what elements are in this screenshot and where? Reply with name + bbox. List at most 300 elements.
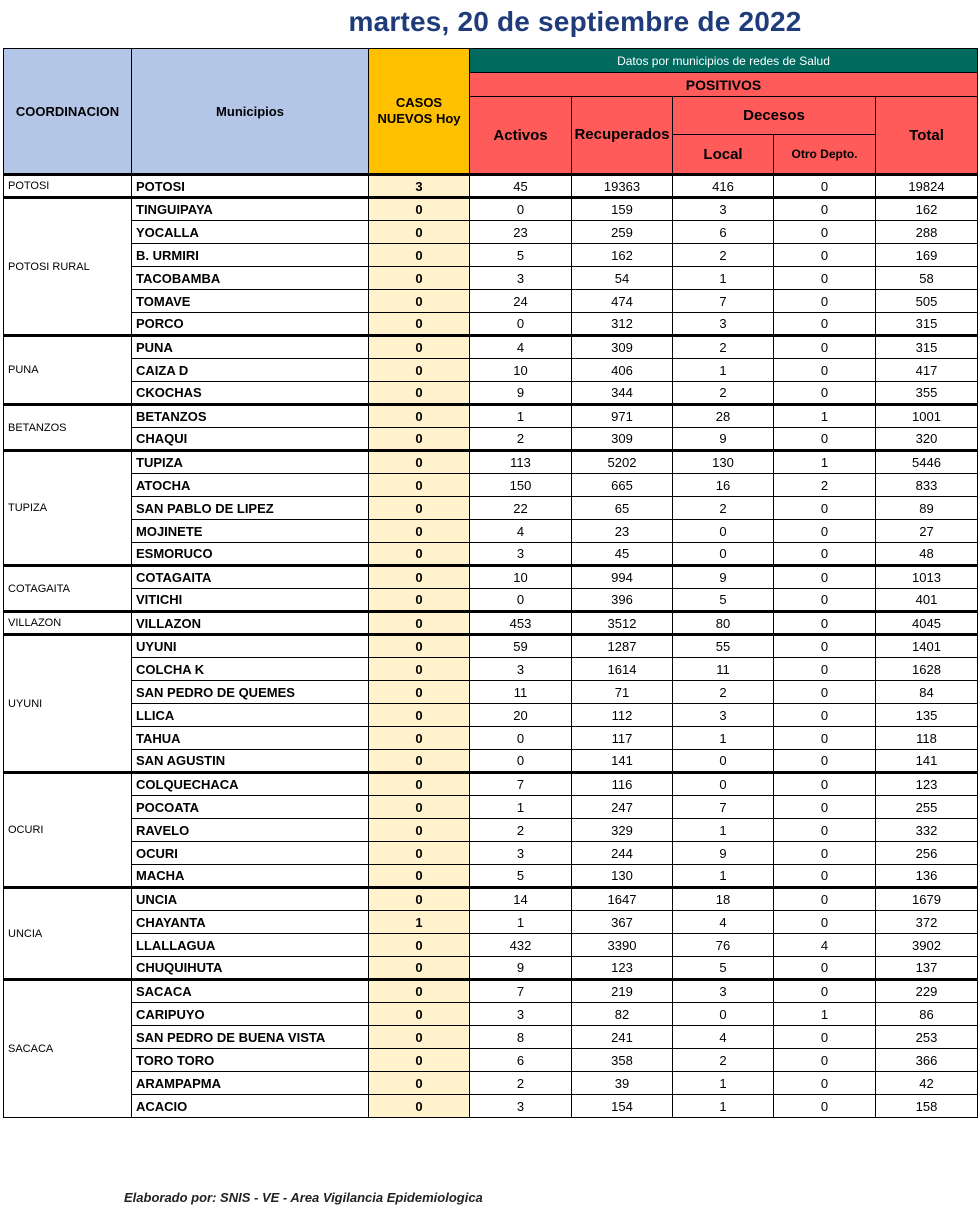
municipio-cell: LLALLAGUA <box>132 934 369 957</box>
decesos-local-cell: 2 <box>673 1049 774 1072</box>
recuperados-cell: 1614 <box>572 658 673 681</box>
total-cell: 86 <box>876 1003 978 1026</box>
recuperados-cell: 39 <box>572 1072 673 1095</box>
municipio-cell: BETANZOS <box>132 405 369 428</box>
municipio-cell: MACHA <box>132 865 369 888</box>
decesos-local-cell: 1 <box>673 1072 774 1095</box>
decesos-local-cell: 0 <box>673 1003 774 1026</box>
total-cell: 89 <box>876 497 978 520</box>
activos-cell: 0 <box>470 589 572 612</box>
covid-municipios-table <box>3 48 978 1118</box>
casos-nuevos-cell: 0 <box>369 1003 470 1026</box>
municipio-cell: TINGUIPAYA <box>132 198 369 221</box>
decesos-local-cell: 28 <box>673 405 774 428</box>
total-cell: 1013 <box>876 566 978 589</box>
table-row <box>4 474 978 497</box>
casos-nuevos-cell: 0 <box>369 865 470 888</box>
recuperados-cell: 329 <box>572 819 673 842</box>
casos-nuevos-cell: 0 <box>369 934 470 957</box>
coordinacion-cell: OCURI <box>4 773 132 888</box>
table-row <box>4 704 978 727</box>
decesos-local-cell: 5 <box>673 957 774 980</box>
decesos-local-cell: 1 <box>673 865 774 888</box>
decesos-local-cell: 2 <box>673 497 774 520</box>
recuperados-cell: 159 <box>572 198 673 221</box>
coordinacion-cell: SACACA <box>4 980 132 1118</box>
casos-nuevos-cell: 0 <box>369 451 470 474</box>
total-cell: 1401 <box>876 635 978 658</box>
decesos-local-cell: 3 <box>673 198 774 221</box>
decesos-otro-cell: 0 <box>774 244 876 267</box>
table-row <box>4 359 978 382</box>
header-activos: Activos <box>470 97 572 175</box>
recuperados-cell: 65 <box>572 497 673 520</box>
coordinacion-cell: PUNA <box>4 336 132 405</box>
municipio-cell: TACOBAMBA <box>132 267 369 290</box>
total-cell: 332 <box>876 819 978 842</box>
casos-nuevos-cell: 0 <box>369 980 470 1003</box>
recuperados-cell: 154 <box>572 1095 673 1118</box>
activos-cell: 113 <box>470 451 572 474</box>
total-cell: 136 <box>876 865 978 888</box>
decesos-otro-cell: 0 <box>774 635 876 658</box>
coordinacion-cell: UNCIA <box>4 888 132 980</box>
decesos-otro-cell: 1 <box>774 405 876 428</box>
decesos-otro-cell: 0 <box>774 681 876 704</box>
decesos-otro-cell: 1 <box>774 1003 876 1026</box>
decesos-otro-cell: 0 <box>774 313 876 336</box>
decesos-otro-cell: 0 <box>774 566 876 589</box>
decesos-local-cell: 0 <box>673 750 774 773</box>
recuperados-cell: 312 <box>572 313 673 336</box>
header-local: Local <box>673 135 774 175</box>
table-row <box>4 520 978 543</box>
activos-cell: 8 <box>470 1026 572 1049</box>
table-row <box>4 888 978 911</box>
activos-cell: 0 <box>470 727 572 750</box>
table-row <box>4 819 978 842</box>
decesos-local-cell: 9 <box>673 428 774 451</box>
decesos-otro-cell: 0 <box>774 911 876 934</box>
municipio-cell: CARIPUYO <box>132 1003 369 1026</box>
decesos-local-cell: 6 <box>673 221 774 244</box>
casos-nuevos-cell: 0 <box>369 796 470 819</box>
decesos-local-cell: 18 <box>673 888 774 911</box>
decesos-local-cell: 2 <box>673 382 774 405</box>
activos-cell: 5 <box>470 244 572 267</box>
table-row <box>4 175 978 198</box>
recuperados-cell: 665 <box>572 474 673 497</box>
decesos-otro-cell: 0 <box>774 658 876 681</box>
activos-cell: 22 <box>470 497 572 520</box>
municipio-cell: TORO TORO <box>132 1049 369 1072</box>
total-cell: 315 <box>876 313 978 336</box>
activos-cell: 23 <box>470 221 572 244</box>
casos-nuevos-cell: 0 <box>369 267 470 290</box>
municipio-cell: CHAQUI <box>132 428 369 451</box>
decesos-otro-cell: 0 <box>774 727 876 750</box>
total-cell: 229 <box>876 980 978 1003</box>
total-cell: 355 <box>876 382 978 405</box>
decesos-local-cell: 11 <box>673 658 774 681</box>
activos-cell: 3 <box>470 1003 572 1026</box>
table-row <box>4 497 978 520</box>
decesos-otro-cell: 0 <box>774 428 876 451</box>
decesos-local-cell: 16 <box>673 474 774 497</box>
table-row <box>4 336 978 359</box>
municipio-cell: COLQUECHACA <box>132 773 369 796</box>
activos-cell: 7 <box>470 980 572 1003</box>
header-municipios: Municipios <box>132 49 369 175</box>
casos-nuevos-cell: 3 <box>369 175 470 198</box>
casos-nuevos-cell: 0 <box>369 957 470 980</box>
decesos-otro-cell: 0 <box>774 175 876 198</box>
casos-nuevos-cell: 0 <box>369 635 470 658</box>
decesos-otro-cell: 0 <box>774 221 876 244</box>
total-cell: 123 <box>876 773 978 796</box>
decesos-local-cell: 2 <box>673 681 774 704</box>
total-cell: 505 <box>876 290 978 313</box>
table-row <box>4 221 978 244</box>
decesos-otro-cell: 0 <box>774 520 876 543</box>
municipio-cell: COLCHA K <box>132 658 369 681</box>
decesos-otro-cell: 0 <box>774 290 876 313</box>
decesos-local-cell: 3 <box>673 313 774 336</box>
table-row <box>4 290 978 313</box>
header-recuperados: Recuperados <box>572 97 673 175</box>
table-body <box>4 175 978 1118</box>
decesos-otro-cell: 0 <box>774 543 876 566</box>
decesos-local-cell: 416 <box>673 175 774 198</box>
table-row <box>4 451 978 474</box>
coordinacion-cell: BETANZOS <box>4 405 132 451</box>
casos-nuevos-cell: 0 <box>369 566 470 589</box>
total-cell: 141 <box>876 750 978 773</box>
activos-cell: 453 <box>470 612 572 635</box>
activos-cell: 45 <box>470 175 572 198</box>
municipio-cell: B. URMIRI <box>132 244 369 267</box>
decesos-otro-cell: 2 <box>774 474 876 497</box>
activos-cell: 150 <box>470 474 572 497</box>
casos-nuevos-cell: 0 <box>369 842 470 865</box>
decesos-local-cell: 80 <box>673 612 774 635</box>
coordinacion-cell: VILLAZON <box>4 612 132 635</box>
header-coordinacion: COORDINACION <box>4 49 132 175</box>
casos-nuevos-cell: 0 <box>369 589 470 612</box>
activos-cell: 3 <box>470 842 572 865</box>
decesos-local-cell: 1 <box>673 267 774 290</box>
decesos-otro-cell: 0 <box>774 980 876 1003</box>
activos-cell: 0 <box>470 313 572 336</box>
header-casos-nuevos: CASOS NUEVOS Hoy <box>369 49 470 175</box>
recuperados-cell: 130 <box>572 865 673 888</box>
activos-cell: 14 <box>470 888 572 911</box>
decesos-otro-cell: 0 <box>774 1095 876 1118</box>
table-row <box>4 865 978 888</box>
decesos-local-cell: 4 <box>673 1026 774 1049</box>
decesos-otro-cell: 0 <box>774 589 876 612</box>
coordinacion-cell: POTOSI <box>4 175 132 198</box>
decesos-local-cell: 76 <box>673 934 774 957</box>
decesos-otro-cell: 0 <box>774 359 876 382</box>
recuperados-cell: 54 <box>572 267 673 290</box>
recuperados-cell: 994 <box>572 566 673 589</box>
municipio-cell: POCOATA <box>132 796 369 819</box>
total-cell: 1679 <box>876 888 978 911</box>
total-cell: 169 <box>876 244 978 267</box>
casos-nuevos-cell: 0 <box>369 313 470 336</box>
recuperados-cell: 112 <box>572 704 673 727</box>
municipio-cell: ATOCHA <box>132 474 369 497</box>
coordinacion-cell: COTAGAITA <box>4 566 132 612</box>
table-row <box>4 1003 978 1026</box>
recuperados-cell: 5202 <box>572 451 673 474</box>
recuperados-cell: 19363 <box>572 175 673 198</box>
casos-nuevos-cell: 0 <box>369 1049 470 1072</box>
recuperados-cell: 971 <box>572 405 673 428</box>
recuperados-cell: 309 <box>572 336 673 359</box>
activos-cell: 24 <box>470 290 572 313</box>
table-row <box>4 957 978 980</box>
table-row <box>4 612 978 635</box>
decesos-local-cell: 2 <box>673 336 774 359</box>
activos-cell: 3 <box>470 543 572 566</box>
activos-cell: 4 <box>470 520 572 543</box>
recuperados-cell: 3390 <box>572 934 673 957</box>
total-cell: 256 <box>876 842 978 865</box>
municipio-cell: SAN PABLO DE LIPEZ <box>132 497 369 520</box>
recuperados-cell: 82 <box>572 1003 673 1026</box>
recuperados-cell: 406 <box>572 359 673 382</box>
total-cell: 253 <box>876 1026 978 1049</box>
casos-nuevos-cell: 0 <box>369 428 470 451</box>
casos-nuevos-cell: 0 <box>369 773 470 796</box>
header-otro-depto: Otro Depto. <box>774 135 876 175</box>
header-total: Total <box>876 97 978 175</box>
recuperados-cell: 162 <box>572 244 673 267</box>
activos-cell: 3 <box>470 658 572 681</box>
municipio-cell: UNCIA <box>132 888 369 911</box>
decesos-otro-cell: 0 <box>774 336 876 359</box>
activos-cell: 6 <box>470 1049 572 1072</box>
activos-cell: 10 <box>470 566 572 589</box>
municipio-cell: ACACIO <box>132 1095 369 1118</box>
municipio-cell: SAN AGUSTIN <box>132 750 369 773</box>
decesos-local-cell: 1 <box>673 727 774 750</box>
table-row <box>4 727 978 750</box>
total-cell: 4045 <box>876 612 978 635</box>
coordinacion-cell: TUPIZA <box>4 451 132 566</box>
table-row <box>4 842 978 865</box>
municipio-cell: CAIZA D <box>132 359 369 382</box>
decesos-otro-cell: 1 <box>774 451 876 474</box>
municipio-cell: MOJINETE <box>132 520 369 543</box>
casos-nuevos-cell: 0 <box>369 727 470 750</box>
municipio-cell: SACACA <box>132 980 369 1003</box>
recuperados-cell: 241 <box>572 1026 673 1049</box>
total-cell: 833 <box>876 474 978 497</box>
decesos-otro-cell: 0 <box>774 1049 876 1072</box>
total-cell: 5446 <box>876 451 978 474</box>
casos-nuevos-cell: 0 <box>369 382 470 405</box>
total-cell: 1628 <box>876 658 978 681</box>
casos-nuevos-cell: 0 <box>369 888 470 911</box>
municipio-cell: PUNA <box>132 336 369 359</box>
decesos-otro-cell: 0 <box>774 796 876 819</box>
recuperados-cell: 259 <box>572 221 673 244</box>
total-cell: 255 <box>876 796 978 819</box>
activos-cell: 3 <box>470 267 572 290</box>
municipio-cell: PORCO <box>132 313 369 336</box>
casos-nuevos-cell: 0 <box>369 474 470 497</box>
municipio-cell: POTOSI <box>132 175 369 198</box>
casos-nuevos-cell: 0 <box>369 819 470 842</box>
table-row <box>4 1072 978 1095</box>
activos-cell: 1 <box>470 796 572 819</box>
table-row <box>4 658 978 681</box>
casos-nuevos-cell: 0 <box>369 681 470 704</box>
casos-nuevos-cell: 1 <box>369 911 470 934</box>
decesos-otro-cell: 0 <box>774 750 876 773</box>
casos-nuevos-cell: 0 <box>369 612 470 635</box>
total-cell: 366 <box>876 1049 978 1072</box>
activos-cell: 5 <box>470 865 572 888</box>
decesos-otro-cell: 0 <box>774 1072 876 1095</box>
total-cell: 288 <box>876 221 978 244</box>
recuperados-cell: 367 <box>572 911 673 934</box>
municipio-cell: VITICHI <box>132 589 369 612</box>
recuperados-cell: 23 <box>572 520 673 543</box>
total-cell: 135 <box>876 704 978 727</box>
table-row <box>4 428 978 451</box>
decesos-local-cell: 3 <box>673 980 774 1003</box>
activos-cell: 2 <box>470 1072 572 1095</box>
activos-cell: 9 <box>470 382 572 405</box>
recuperados-cell: 1647 <box>572 888 673 911</box>
total-cell: 162 <box>876 198 978 221</box>
table-row <box>4 773 978 796</box>
municipio-cell: COTAGAITA <box>132 566 369 589</box>
decesos-otro-cell: 0 <box>774 773 876 796</box>
recuperados-cell: 45 <box>572 543 673 566</box>
decesos-otro-cell: 0 <box>774 267 876 290</box>
decesos-local-cell: 1 <box>673 819 774 842</box>
recuperados-cell: 1287 <box>572 635 673 658</box>
recuperados-cell: 123 <box>572 957 673 980</box>
municipio-cell: CKOCHAS <box>132 382 369 405</box>
decesos-otro-cell: 0 <box>774 865 876 888</box>
decesos-local-cell: 1 <box>673 1095 774 1118</box>
casos-nuevos-cell: 0 <box>369 336 470 359</box>
recuperados-cell: 396 <box>572 589 673 612</box>
municipio-cell: TAHUA <box>132 727 369 750</box>
total-cell: 3902 <box>876 934 978 957</box>
table-row <box>4 543 978 566</box>
casos-nuevos-cell: 0 <box>369 750 470 773</box>
municipio-cell: OCURI <box>132 842 369 865</box>
decesos-local-cell: 0 <box>673 773 774 796</box>
casos-nuevos-cell: 0 <box>369 520 470 543</box>
decesos-local-cell: 2 <box>673 244 774 267</box>
total-cell: 401 <box>876 589 978 612</box>
decesos-otro-cell: 0 <box>774 497 876 520</box>
municipio-cell: RAVELO <box>132 819 369 842</box>
coordinacion-cell: UYUNI <box>4 635 132 773</box>
casos-nuevos-cell: 0 <box>369 497 470 520</box>
recuperados-cell: 344 <box>572 382 673 405</box>
casos-nuevos-cell: 0 <box>369 405 470 428</box>
decesos-local-cell: 4 <box>673 911 774 934</box>
decesos-otro-cell: 0 <box>774 888 876 911</box>
page-title: martes, 20 de septiembre de 2022 <box>348 6 802 37</box>
recuperados-cell: 244 <box>572 842 673 865</box>
recuperados-cell: 3512 <box>572 612 673 635</box>
decesos-otro-cell: 0 <box>774 957 876 980</box>
municipio-cell: ARAMPAPMA <box>132 1072 369 1095</box>
activos-cell: 2 <box>470 819 572 842</box>
decesos-otro-cell: 0 <box>774 612 876 635</box>
decesos-local-cell: 9 <box>673 842 774 865</box>
recuperados-cell: 116 <box>572 773 673 796</box>
decesos-otro-cell: 0 <box>774 1026 876 1049</box>
activos-cell: 9 <box>470 957 572 980</box>
activos-cell: 4 <box>470 336 572 359</box>
municipio-cell: SAN PEDRO DE QUEMES <box>132 681 369 704</box>
municipio-cell: VILLAZON <box>132 612 369 635</box>
activos-cell: 0 <box>470 750 572 773</box>
table-row <box>4 750 978 773</box>
casos-nuevos-cell: 0 <box>369 543 470 566</box>
coordinacion-cell: POTOSI RURAL <box>4 198 132 336</box>
total-cell: 1001 <box>876 405 978 428</box>
recuperados-cell: 71 <box>572 681 673 704</box>
decesos-local-cell: 1 <box>673 359 774 382</box>
decesos-local-cell: 0 <box>673 543 774 566</box>
municipio-cell: UYUNI <box>132 635 369 658</box>
decesos-otro-cell: 4 <box>774 934 876 957</box>
decesos-local-cell: 55 <box>673 635 774 658</box>
table-header <box>4 49 978 175</box>
table-row <box>4 405 978 428</box>
table-row <box>4 635 978 658</box>
activos-cell: 1 <box>470 405 572 428</box>
total-cell: 372 <box>876 911 978 934</box>
activos-cell: 432 <box>470 934 572 957</box>
table-row <box>4 382 978 405</box>
casos-nuevos-cell: 0 <box>369 221 470 244</box>
total-cell: 19824 <box>876 175 978 198</box>
decesos-local-cell: 7 <box>673 796 774 819</box>
total-cell: 320 <box>876 428 978 451</box>
table-row <box>4 313 978 336</box>
decesos-local-cell: 0 <box>673 520 774 543</box>
activos-cell: 10 <box>470 359 572 382</box>
recuperados-cell: 247 <box>572 796 673 819</box>
activos-cell: 20 <box>470 704 572 727</box>
activos-cell: 1 <box>470 911 572 934</box>
activos-cell: 59 <box>470 635 572 658</box>
casos-nuevos-cell: 0 <box>369 244 470 267</box>
recuperados-cell: 141 <box>572 750 673 773</box>
total-cell: 58 <box>876 267 978 290</box>
casos-nuevos-cell: 0 <box>369 704 470 727</box>
municipio-cell: CHAYANTA <box>132 911 369 934</box>
header-datos-redes: Datos por municipios de redes de Salud <box>470 49 978 73</box>
total-cell: 42 <box>876 1072 978 1095</box>
table-row <box>4 934 978 957</box>
activos-cell: 2 <box>470 428 572 451</box>
recuperados-cell: 219 <box>572 980 673 1003</box>
